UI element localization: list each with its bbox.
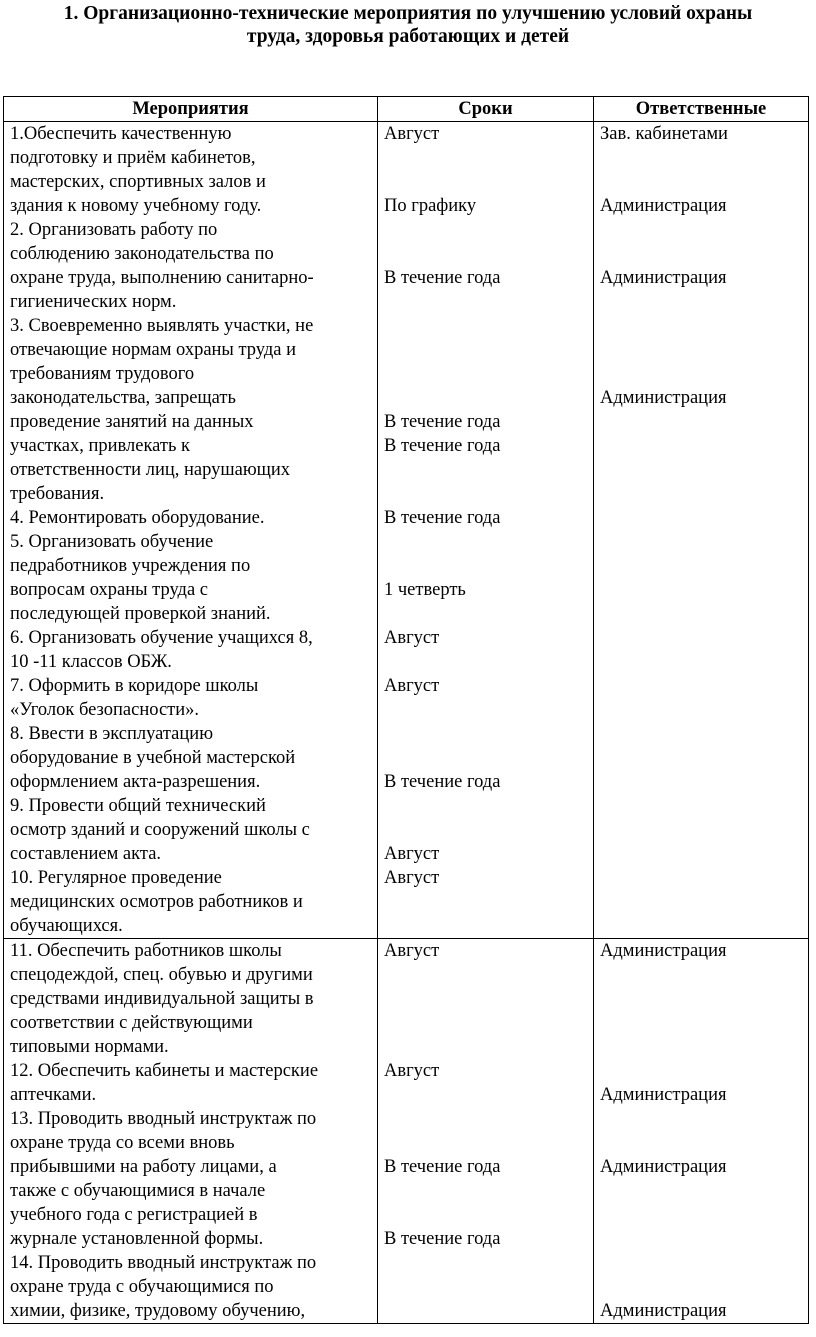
cell-text-line: Администрация — [600, 268, 727, 288]
cell-text-line: Зав. кабинетами — [600, 124, 728, 144]
cell-text-line — [384, 1251, 593, 1275]
cell-text-line: соответствии с действующими — [10, 1013, 253, 1033]
cell-text-line — [384, 1107, 593, 1131]
cell-text-line — [600, 987, 808, 1011]
cell-text-line — [600, 1179, 808, 1203]
cell-text-line: 13. Проводить вводный инструктаж по — [10, 1109, 317, 1129]
cell-text-line: 4. Ремонтировать оборудование. — [10, 508, 265, 528]
cell-text-line: охране труда, выполнению санитарно- — [10, 268, 314, 288]
cell-text-line: Август — [384, 941, 440, 961]
cell-text-line: Август — [384, 1061, 440, 1081]
cell-text-line — [384, 362, 593, 386]
cell-text-line — [384, 1179, 593, 1203]
cell-text-line — [600, 146, 808, 170]
cell-text-line: В течение года — [384, 772, 501, 792]
cell-text-line: отвечающие нормам охраны труда и — [10, 340, 297, 360]
cell-text-line: 8. Ввести в эксплуатацию — [10, 724, 214, 744]
cell-text-line: последующей проверкой знаний. — [10, 604, 271, 624]
cell-text-line: мастерских, спортивных залов и — [10, 172, 266, 192]
cell-text-line — [600, 290, 808, 314]
cell-text-line — [384, 1275, 593, 1299]
cell-text-line — [384, 722, 593, 746]
cell-text-line: Август — [384, 628, 440, 648]
cell-text-line: оборудование в учебной мастерской — [10, 748, 296, 768]
cell-text-line — [600, 1275, 808, 1299]
cell-text-line: Август — [384, 868, 440, 888]
cell-text-line: средствами индивидуальной защиты в — [10, 989, 314, 1009]
cell-text-line — [384, 242, 593, 266]
cell-text-line — [384, 482, 593, 506]
cell-text-line — [384, 818, 593, 842]
cell-text-line — [600, 1203, 808, 1227]
cell-text-line: вопросам охраны труда с — [10, 580, 209, 600]
cell-text-line: В течение года — [384, 1157, 501, 1177]
cell-text-line: Администрация — [600, 941, 727, 961]
cell-text-line: По графику — [384, 196, 477, 216]
cell-text-line — [384, 602, 593, 626]
cell-text-line: охране труда со всеми вновь — [10, 1133, 235, 1153]
cell-text-line: химии, физике, трудовому обучению, — [10, 1301, 306, 1321]
cell-text-line — [384, 554, 593, 578]
cell-text-line: типовыми нормами. — [10, 1037, 169, 1057]
cell-text-line — [384, 890, 593, 914]
cell-text-line: участках, привлекать к — [10, 436, 191, 456]
cell-text-line: подготовку и приём кабинетов, — [10, 148, 256, 168]
cell-text-line: соблюдению законодательства по — [10, 244, 274, 264]
cell-text-line: 12. Обеспечить кабинеты и мастерские — [10, 1061, 319, 1081]
cell-text-line: Администрация — [600, 1157, 727, 1177]
cell-text-line: 1 четверть — [384, 580, 466, 600]
measures-table — [3, 96, 809, 1324]
cell-text-line: 6. Организовать обучение учащихся 8, — [10, 628, 313, 648]
cell-text-line — [600, 242, 808, 266]
cell-text-line — [384, 1203, 593, 1227]
cell-text-line: учебного года с регистрацией в — [10, 1205, 258, 1225]
cell-text-line — [384, 1011, 593, 1035]
cell-text-line: Август — [384, 676, 440, 696]
cell-text-line — [600, 1227, 808, 1251]
cell-text-line — [384, 1299, 593, 1323]
cell-text-line: 5. Организовать обучение — [10, 532, 214, 552]
cell-text-line: здания к новому учебному году. — [10, 196, 262, 216]
cell-text-line: 10. Регулярное проведение — [10, 868, 222, 888]
cell-text-line — [600, 170, 808, 194]
cell-text-line: Администрация — [600, 1301, 727, 1321]
cell-text-line: 1.Обеспечить качественную — [10, 124, 232, 144]
title-line-1: 1. Организационно-технические мероприятия по улучшению условий охраны — [63, 3, 753, 24]
cell-text-line — [384, 338, 593, 362]
cell-text-line: Август — [384, 844, 440, 864]
cell-text-line: «Уголок безопасности». — [10, 700, 200, 720]
cell-text-line: медицинских осмотров работников и — [10, 892, 303, 912]
cell-text-line: В течение года — [384, 268, 501, 288]
cell-text-line: требованиям трудового — [10, 364, 195, 384]
cell-text-line: 11. Обеспечить работников школы — [10, 941, 282, 961]
cell-text-line: спецодеждой, спец. обувью и другими — [10, 965, 313, 985]
measures-cell — [4, 939, 378, 1324]
cell-text-line: В течение года — [384, 1229, 501, 1249]
cell-text-line: 10 -11 классов ОБЖ. — [10, 652, 172, 672]
cell-text-line — [600, 1107, 808, 1131]
cell-text-line: педработников учреждения по — [10, 556, 251, 576]
terms-cell — [378, 939, 594, 1324]
cell-text-line: Администрация — [600, 196, 727, 216]
cell-text-line: составлением акта. — [10, 844, 162, 864]
table-row-block-2 — [4, 939, 809, 1324]
cell-text-line — [384, 530, 593, 554]
cell-text-line: В течение года — [384, 508, 501, 528]
cell-text-line — [600, 338, 808, 362]
table-row-block-1 — [4, 122, 809, 939]
table-header-row — [4, 97, 809, 122]
cell-text-line — [600, 1011, 808, 1035]
responsible-cell — [594, 122, 809, 939]
cell-text-line — [600, 963, 808, 987]
cell-text-line: 2. Организовать работу по — [10, 220, 218, 240]
cell-text-line — [600, 218, 808, 242]
cell-text-line — [600, 1131, 808, 1155]
cell-text-line — [384, 314, 593, 338]
cell-text-line — [384, 987, 593, 1011]
cell-text-line — [384, 794, 593, 818]
terms-cell — [378, 122, 594, 939]
cell-text-line — [384, 914, 593, 938]
cell-text-line: 7. Оформить в коридоре школы — [10, 676, 259, 696]
cell-text-line: 14. Проводить вводный инструктаж по — [10, 1253, 317, 1273]
cell-text-line: охране труда с обучающимися по — [10, 1277, 274, 1297]
cell-text-line — [384, 218, 593, 242]
cell-text-line — [384, 1035, 593, 1059]
cell-text-line — [384, 1083, 593, 1107]
cell-text-line — [600, 1059, 808, 1083]
cell-text-line — [384, 650, 593, 674]
cell-text-line: аптечками. — [10, 1085, 97, 1105]
cell-text-line: журнале установленной формы. — [10, 1229, 264, 1249]
cell-text-line: 3. Своевременно выявлять участки, не — [10, 316, 314, 336]
cell-text-line: обучающихся. — [10, 916, 123, 936]
measures-cell — [4, 122, 378, 939]
cell-text-line: гигиенических норм. — [10, 292, 177, 312]
cell-text-line: ответственности лиц, нарушающих — [10, 460, 291, 480]
cell-text-line: Август — [384, 124, 440, 144]
cell-text-line: требования. — [10, 484, 105, 504]
cell-text-line: проведение занятий на данных — [10, 412, 254, 432]
cell-text-line: законодательства, запрещать — [10, 388, 236, 408]
header-measures: Мероприятия — [4, 97, 378, 122]
cell-text-line — [384, 386, 593, 410]
cell-text-line — [600, 1251, 808, 1275]
cell-text-line: В течение года — [384, 436, 501, 456]
cell-text-line: оформлением акта-разрешения. — [10, 772, 261, 792]
cell-text-line — [600, 362, 808, 386]
cell-text-line — [384, 458, 593, 482]
cell-text-line: прибывшими на работу лицами, а — [10, 1157, 277, 1177]
cell-text-line — [600, 1035, 808, 1059]
cell-text-line: осмотр зданий и сооружений школы с — [10, 820, 310, 840]
cell-text-line: В течение года — [384, 412, 501, 432]
cell-text-line: Администрация — [600, 1085, 727, 1105]
document-title — [0, 2, 816, 48]
cell-text-line: Администрация — [600, 388, 727, 408]
cell-text-line — [384, 1131, 593, 1155]
header-responsible: Ответственные — [594, 97, 809, 122]
cell-text-line — [384, 963, 593, 987]
cell-text-line — [384, 170, 593, 194]
cell-text-line: также с обучающимися в начале — [10, 1181, 266, 1201]
cell-text-line — [384, 290, 593, 314]
responsible-cell — [594, 939, 809, 1324]
cell-text-line — [384, 698, 593, 722]
cell-text-line — [600, 314, 808, 338]
title-line-2: труда, здоровья работающих и детей — [246, 26, 570, 47]
header-terms: Сроки — [378, 97, 594, 122]
cell-text-line — [384, 146, 593, 170]
cell-text-line — [384, 746, 593, 770]
cell-text-line: 9. Провести общий технический — [10, 796, 266, 816]
